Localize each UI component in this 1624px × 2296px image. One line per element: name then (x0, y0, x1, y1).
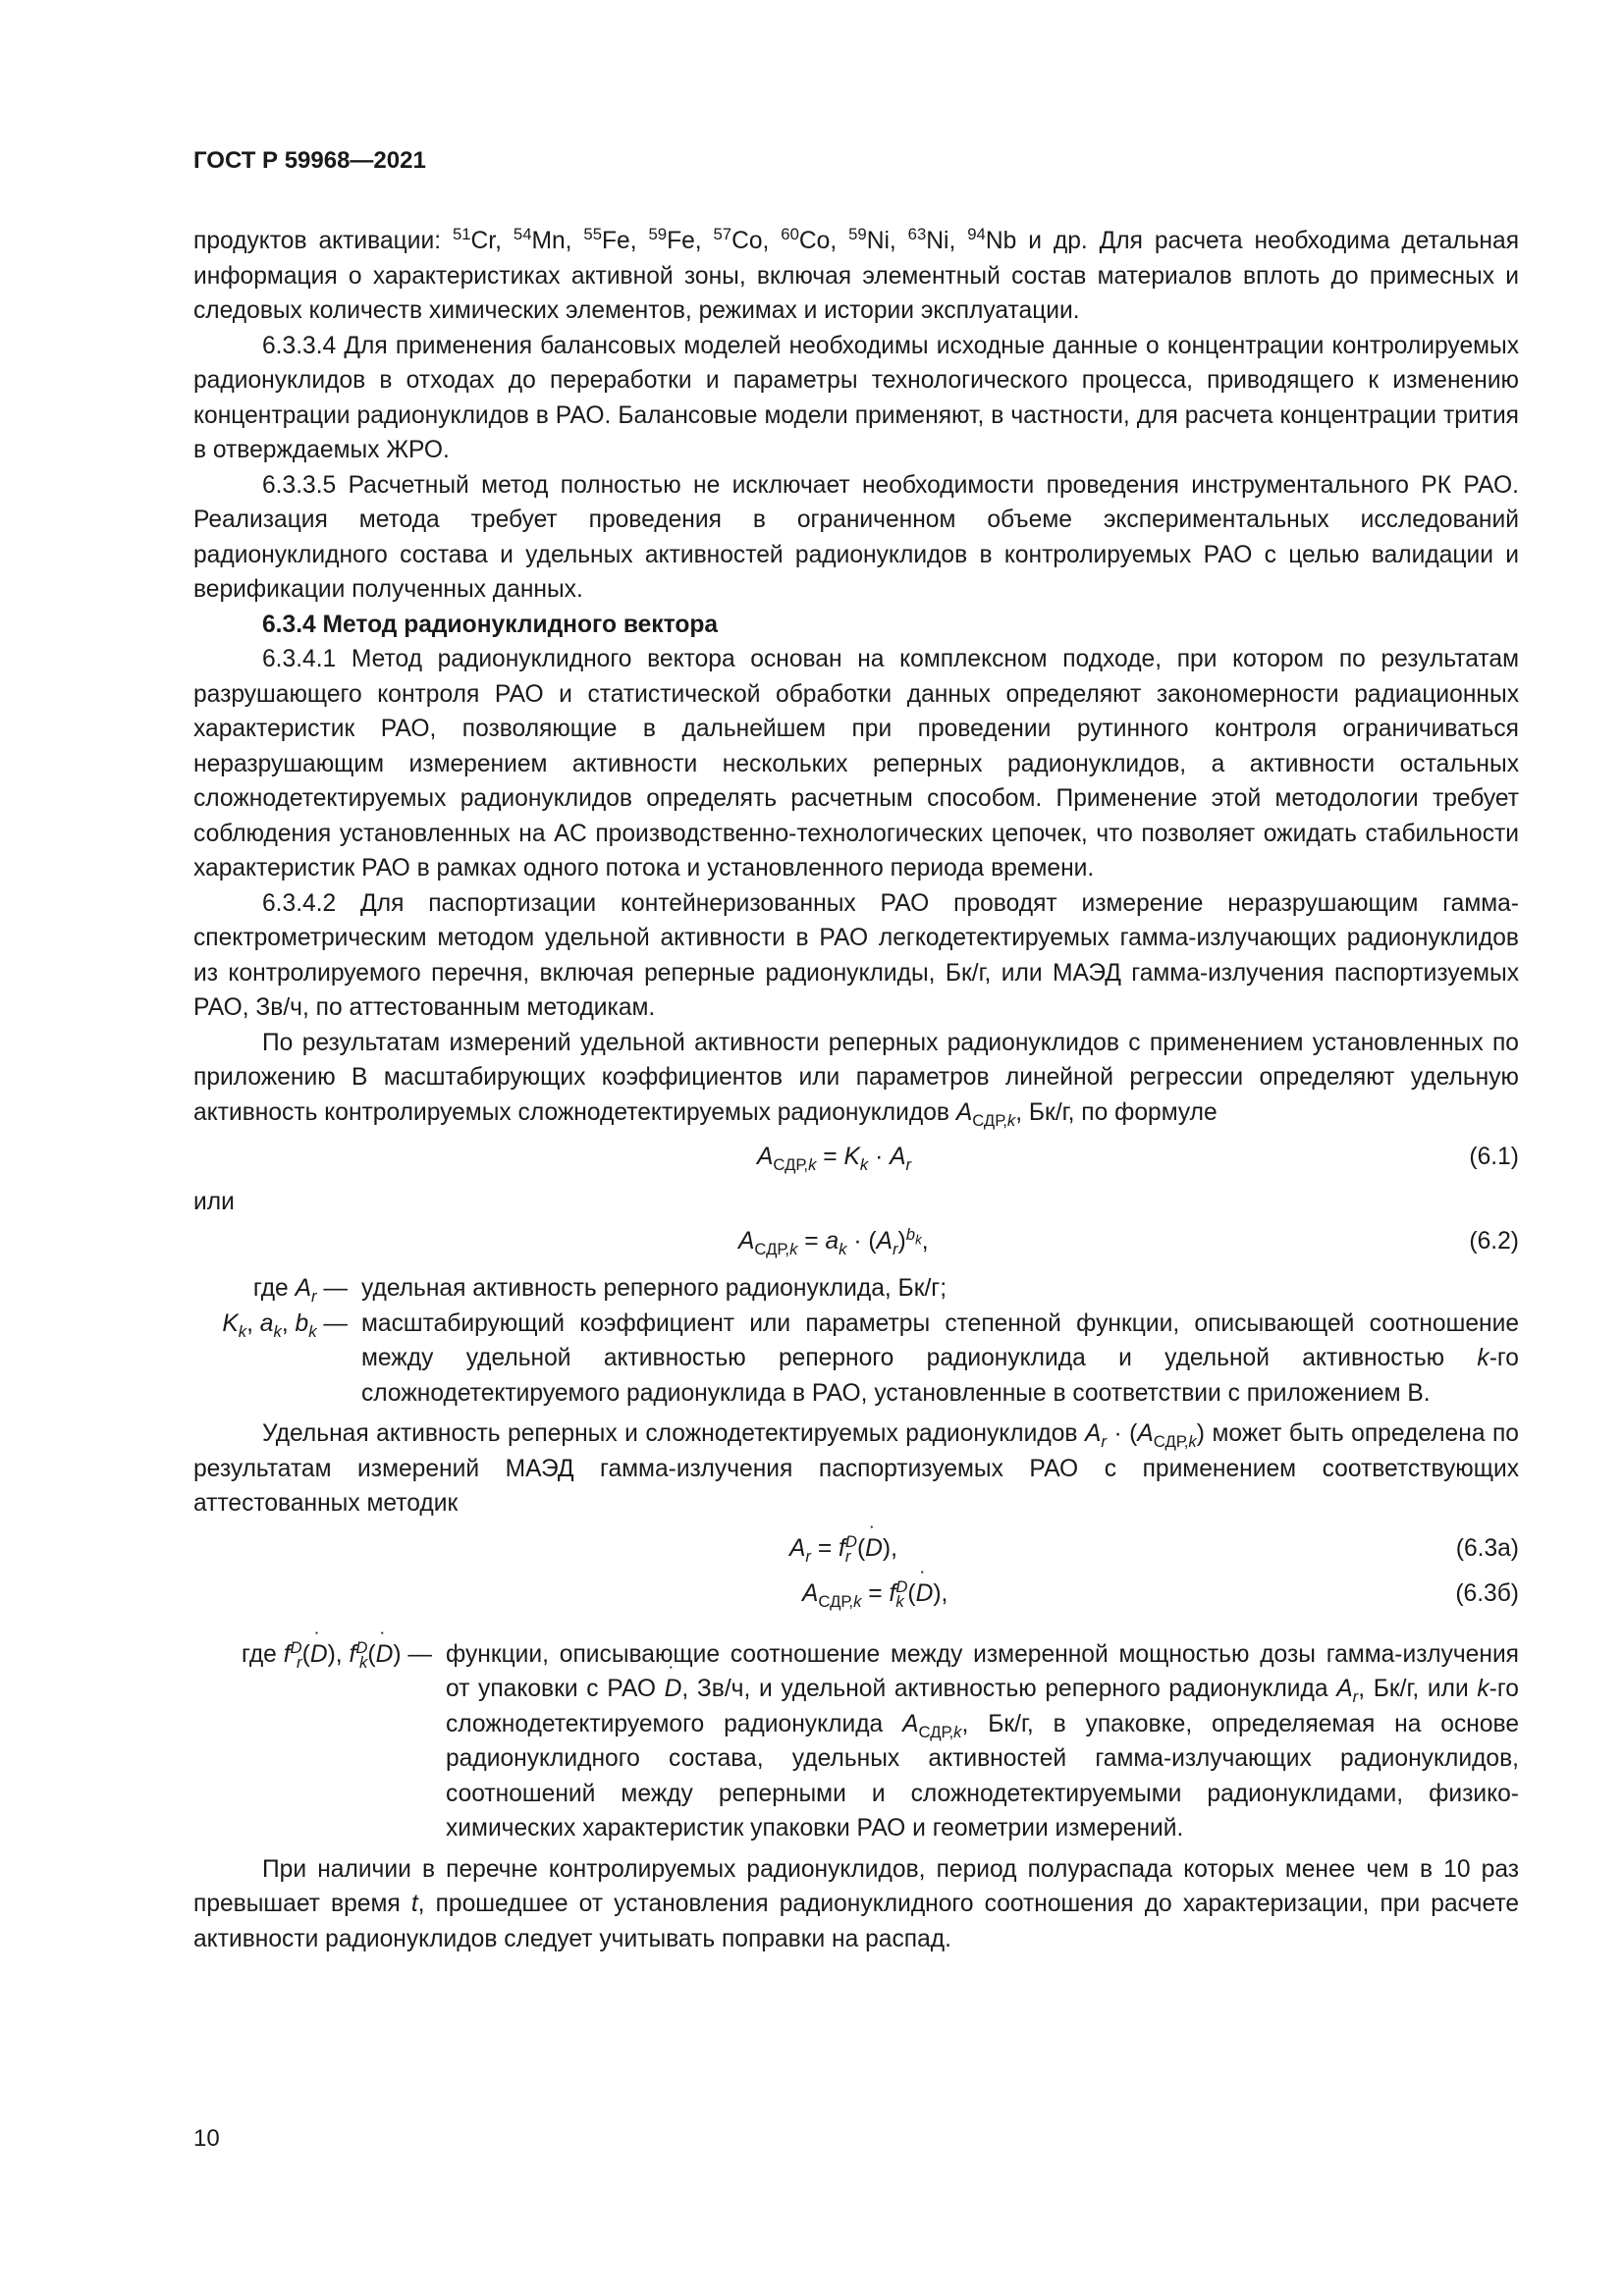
formula-6-3a-number: (6.3а) (1455, 1534, 1519, 1562)
standard-code-header: ГОСТ Р 59968—2021 (193, 147, 426, 174)
legend-desc-Kk: масштабирующий коэффициент или параметры степенной функции, описывающей соотношение между удельной активностью реперного радионуклида и удельной активностью k-го сложнодетектируемого радионуклида в РАО, установленные в соответствии с приложением В. (361, 1309, 1519, 1407)
legend-row-f-functions (193, 1637, 1519, 1846)
page-number: 10 (193, 2125, 220, 2152)
legend-desc-f-functions: функции, описывающие соотношение между измеренной мощностью дозы гамма-излучения от упаковки с РАО D ˙, Зв/ч, и удельной активностью реперного радионуклида $A_r$, Бк/г, или k-го сложнодетектируемого радионуклида $A_{СДР,k}$, Бк/г, в упаковке, определяемая на основе радионуклидного состава, удельных активностей гамма-излучающих радионуклидов, соотношений между реперными и сложнодетектируемыми радионуклидами, физико-химических характеристик упаковки РАО и геометрии измерений. (446, 1637, 1519, 1846)
page-content (193, 224, 1519, 1956)
paragraph-6-3-4-2: 6.3.4.2 Для паспортизации контейнеризованных РАО проводят измерение неразрушающим гамма-спектрометрическим методом удельной активности в РАО легкодетектируемых гамма-излучающих радионуклидов из контролируемого перечня, включая реперные радионуклиды, Бк/г, или МАЭД гамма-излучения паспортизуемых РАО, Зв/ч, по аттестованным методикам. (193, 889, 1519, 1021)
or-connector: или (193, 1189, 235, 1215)
formula-6-3b (193, 1573, 1519, 1624)
paragraph-maed: Удельная активность реперных и сложнодетектируемых радионуклидов $A_r \cdot (A_{СДР,k})$ может быть определена по результатам измерений МАЭД гамма-излучения паспортизуемых РАО с применением соответствующих аттестованных методик (193, 1420, 1519, 1517)
legend-row-Ar (193, 1271, 1519, 1307)
paragraph-6-3-3-4: 6.3.3.4 Для применения балансовых моделей необходимы исходные данные о концентрации контролируемых радионуклидов в отходах до переработки и параметры технологического процесса, приводящего к изменению концентрации радионуклидов в РАО. Балансовые модели применяют, в частности, для расчета концентрации трития в отверждаемых ЖРО. (193, 332, 1519, 463)
legend-term-Kk: $K_k$, $a_k$, $b_k$ — (222, 1309, 348, 1341)
formula-6-2-expression: $A_{СДР,k} = a_k \cdot (A_r)^{b_k}$, (738, 1224, 929, 1258)
formula-6-3b-number: (6.3б) (1455, 1579, 1519, 1607)
paragraph-6-3-3-5: 6.3.3.5 Расчетный метод полностью не исключает необходимости проведения инструментального РК РАО. Реализация метода требует проведения в ограниченном объеме экспериментальных исследований радионуклидного состава и удельных активностей радионуклидов в контролируемых РАО с целью валидации и верификации полученных данных. (193, 471, 1519, 603)
paragraph-activation-products: продуктов активации: $^{51}$Cr, $^{54}$Mn, $^{55}$Fe, $^{59}$Fe, $^{57}$Co, $^{60}$Co, $^{59}$Ni, $^{63}$Ni, $^{94}$Nb и др. Для расчета необходима детальная информация о характеристиках активной зоны, включая элементный состав материалов вплоть до примесных и следовых количеств химических элементов, режимах и истории эксплуатации. (193, 224, 1520, 324)
formula-6-3b-expression: $A_{СДР,k} = f$ D k (D ˙), (802, 1576, 947, 1612)
formula-6-2-number: (6.2) (1469, 1228, 1519, 1255)
formula-6-1 (193, 1136, 1519, 1179)
legend-row-Kk (193, 1307, 1519, 1412)
formula-6-1-expression: $A_{СДР,k} = K_k \cdot A_r$ (757, 1144, 912, 1174)
formula-6-3a (193, 1527, 1519, 1567)
legend-desc-Ar: удельная активность реперного радионуклида, Бк/г; (361, 1275, 947, 1302)
formula-6-3a-expression: $A_r = f$ D r (D ˙), (789, 1531, 897, 1567)
paragraph-decay-correction: При наличии в перечне контролируемых радионуклидов, период полураспада которых менее чем в 10 раз превышает время t, прошедшее от установления радионуклидного соотношения до характеризации, при расчете активности радионуклидов следует учитывать поправки на распад. (193, 1855, 1520, 1952)
legend-formula-6-1-6-2 (193, 1271, 1519, 1411)
formula-6-2 (193, 1220, 1519, 1263)
legend-formula-6-3 (193, 1637, 1519, 1846)
legend-term-f-functions: где f D r (D ˙), f D k (D ˙) — (193, 1637, 446, 1846)
formula-6-1-number: (6.1) (1469, 1144, 1519, 1170)
section-heading-6-3-4: 6.3.4 Метод радионуклидного вектора (262, 611, 719, 638)
paragraph-results: По результатам измерений удельной активности реперных радионуклидов с применением установленных по приложению В масштабирующих коэффициентов или параметров линейной регрессии определяют удельную активность контролируемых сложнодетектируемых радионуклидов $A_{СДР,k}$, Бк/г, по формуле (193, 1029, 1519, 1130)
legend-term-Ar: где $A_r$ — (252, 1275, 348, 1306)
paragraph-6-3-4-1: 6.3.4.1 Метод радионуклидного вектора основан на комплексном подходе, при котором по результатам разрушающего контроля РАО и статистической обработки данных определяют закономерности радиационных характеристик РАО, позволяющие в дальнейшем при проведении рутинного контроля ограничиваться неразрушающим измерением активности нескольких реперных радионуклидов, а активности остальных сложнодетектируемых радионуклидов определять расчетным способом. Применение этой методологии требует соблюдения установленных на АС производственно-технологических цепочек, что позволяет ожидать стабильности характеристик РАО в рамках одного потока и установленного периода времени. (193, 646, 1519, 881)
